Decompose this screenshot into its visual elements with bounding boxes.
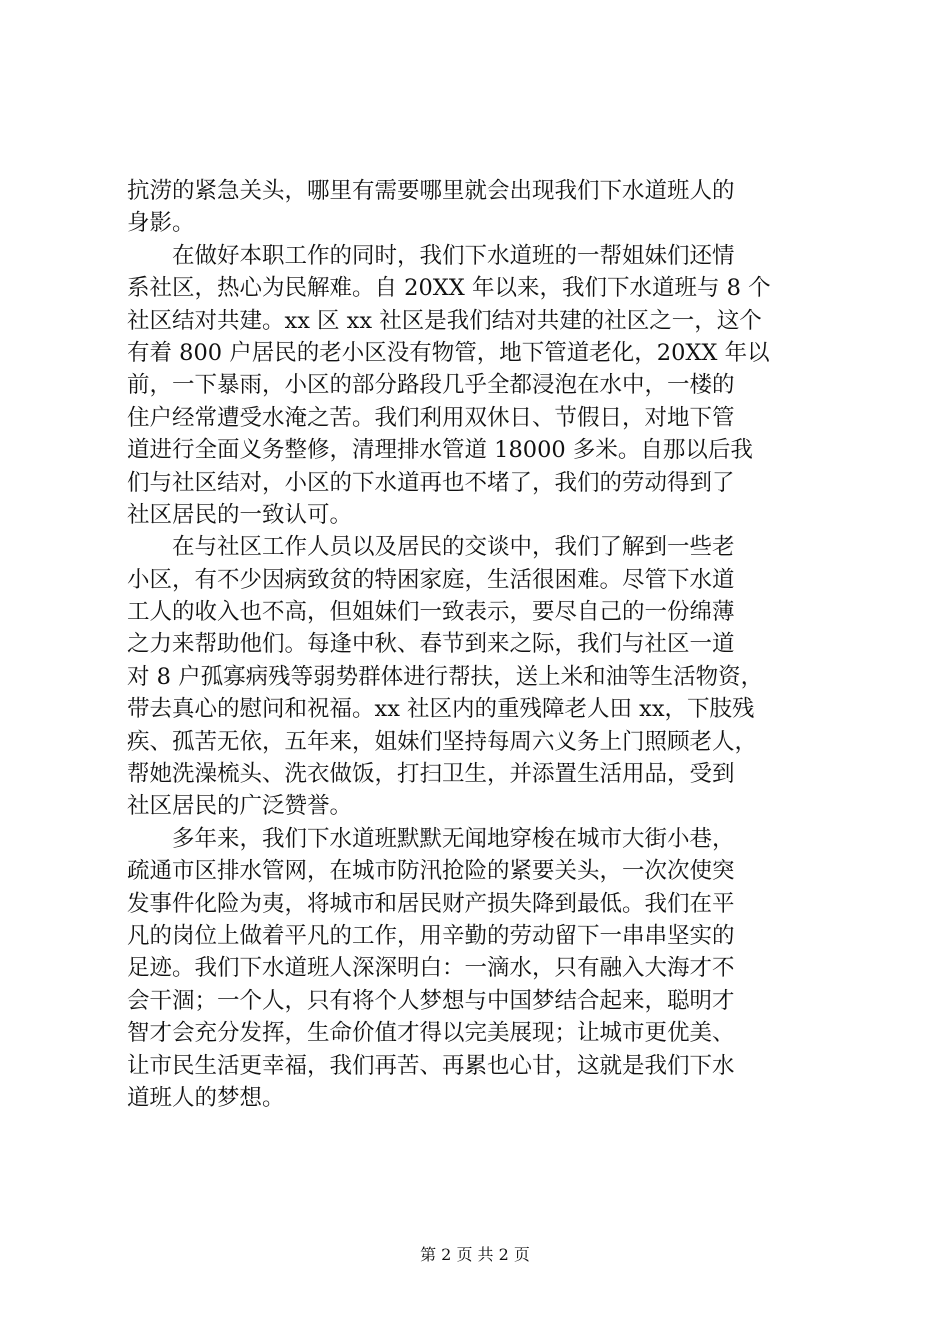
paragraph-start-line: 多年来，我们下水道班默默无闻地穿梭在城市大街小巷，: [172, 825, 735, 852]
text-line: 前，一下暴雨，小区的部分路段几乎全都浸泡在水中，一楼的: [127, 372, 735, 399]
text-line: 智才会充分发挥，生命价值才得以完美展现；让城市更优美、: [127, 1020, 735, 1047]
paragraph-start-line: 在与社区工作人员以及居民的交谈中，我们了解到一些老: [172, 534, 735, 561]
text-line: 住户经常遭受水淹之苦。我们利用双休日、节假日，对地下管: [127, 404, 735, 431]
text-line: 系社区，热心为民解难。自 20XX 年以来，我们下水道班与 8 个: [127, 275, 771, 302]
text-line: 疾、孤苦无依，五年来，姐妹们坚持每周六义务上门照顾老人，: [127, 728, 758, 755]
text-line: 帮她洗澡梳头、洗衣做饭，打扫卫生，并添置生活用品，受到: [127, 761, 735, 788]
text-line: 身影。: [127, 210, 195, 237]
text-line: 工人的收入也不高，但姐妹们一致表示，要尽自己的一份绵薄: [127, 599, 735, 626]
text-line: 凡的岗位上做着平凡的工作，用辛勤的劳动留下一串串坚实的: [127, 922, 735, 949]
text-line: 有着 800 户居民的老小区没有物管，地下管道老化，20XX 年以: [127, 339, 770, 366]
text-line: 小区，有不少因病致贫的特困家庭，生活很困难。尽管下水道: [127, 566, 735, 593]
text-line: 道班人的梦想。: [127, 1084, 285, 1111]
text-line: 社区居民的一致认可。: [127, 501, 353, 528]
text-line: 发事件化险为夷，将城市和居民财产损失降到最低。我们在平: [127, 890, 735, 917]
text-line: 带去真心的慰问和祝福。xx 社区内的重残障老人田 xx，下肢残: [127, 696, 755, 723]
text-line: 对 8 户孤寡病残等弱势群体进行帮扶，送上米和油等生活物资，: [127, 663, 764, 690]
text-line: 让市民生活更幸福，我们再苦、再累也心甘，这就是我们下水: [127, 1052, 735, 1079]
text-line: 们与社区结对，小区的下水道再也不堵了，我们的劳动得到了: [127, 469, 735, 496]
text-line: 疏通市区排水管网，在城市防汛抢险的紧要关头，一次次使突: [127, 858, 735, 885]
page-number-footer: 第 2 页 共 2 页: [420, 1245, 530, 1264]
text-line: 之力来帮助他们。每逢中秋、春节到来之际，我们与社区一道: [127, 631, 735, 658]
text-line: 道进行全面义务整修，清理排水管道 18000 多米。自那以后我: [127, 437, 753, 464]
paragraph-start-line: 在做好本职工作的同时，我们下水道班的一帮姐妹们还情: [172, 242, 735, 269]
text-line: 抗涝的紧急关头，哪里有需要哪里就会出现我们下水道班人的: [127, 178, 735, 204]
text-line: 会干涸；一个人，只有将个人梦想与中国梦结合起来，聪明才: [127, 987, 735, 1014]
document-body: [127, 175, 827, 1114]
text-line: 足迹。我们下水道班人深深明白：一滴水，只有融入大海才不: [127, 955, 735, 982]
text-line: 社区结对共建。xx 区 xx 社区是我们结对共建的社区之一，这个: [127, 307, 762, 334]
text-line: 社区居民的广泛赞誉。: [127, 793, 353, 820]
